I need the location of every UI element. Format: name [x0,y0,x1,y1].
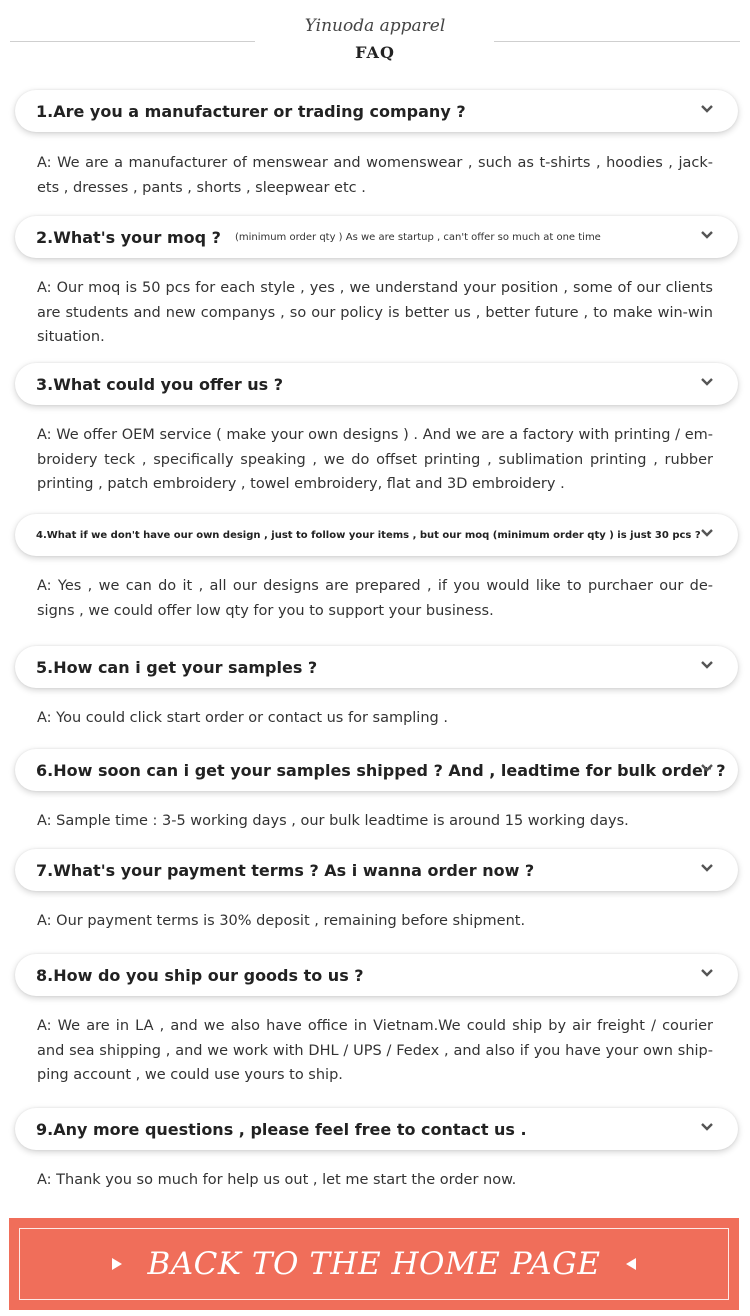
faq-question-5-text: 5.How can i get your samples ? [36,657,318,677]
faq-question-1[interactable] [15,90,738,132]
triangle-left-icon [625,1257,637,1271]
faq-question-7[interactable] [15,849,738,891]
faq-question-6[interactable] [15,749,738,791]
back-to-home-button[interactable] [19,1228,729,1300]
chevron-down-icon [700,103,714,115]
faq-question-7-text: 7.What's your payment terms ? As i wanna order now ? [36,860,535,880]
brand-name: Yinuoda apparel [304,16,446,36]
back-to-home-label: BACK TO THE HOME PAGE [147,1246,601,1282]
chevron-down-icon [700,376,714,388]
faq-question-9[interactable] [15,1108,738,1150]
back-to-home-banner [9,1218,739,1310]
faq-answer-7: A: Our payment terms is 30% deposit , remaining before shipment. [37,913,526,929]
chevron-down-icon [700,659,714,671]
header-divider-left [10,41,255,42]
faq-answer-9: A: Thank you so much for help us out , let me start the order now. [37,1172,517,1188]
faq-answer-2: A: Our moq is 50 pcs for each style , yes , we understand your position , some of our clients are students and new companys , so our policy is better us , better future , to make win-win situation. [37,280,713,345]
page-title: FAQ [355,43,395,62]
faq-question-1-text: 1.Are you a manufacturer or trading company ? [36,101,466,121]
faq-answer-3: A: We offer OEM service ( make your own designs ) . And we are a factory with printing / em- broidery teck , specifically speaking , we do offset printing , sublimation printing , rubber printing , patch embroidery , towel embroidery, flat and 3D embroidery . [37,427,713,492]
header-divider-right [494,41,740,42]
faq-question-4[interactable] [15,514,738,556]
chevron-down-icon [700,762,714,774]
faq-question-2[interactable] [15,216,738,258]
faq-question-2-text: 2.What's your moq ? [36,227,221,247]
faq-question-2-note: (minimum order qty ) As we are startup , can't offer so much at one time [234,231,601,243]
faq-question-9-text: 9.Any more questions , please feel free to contact us . [36,1119,527,1139]
faq-answer-1: A: We are a manufacturer of menswear and womenswear , such as t-shirts , hoodies , jack- ets , dresses , pants , shorts , sleepwear etc . [37,155,713,196]
faq-question-6-text: 6.How soon can i get your samples shipped ? And , leadtime for bulk order ? [36,760,726,780]
faq-question-4-text: 4.What if we don't have our own design , just to follow your items , but our moq (minimum order qty ) is just 30 pcs ? [36,529,701,541]
faq-question-8[interactable] [15,954,738,996]
chevron-down-icon [700,229,714,241]
triangle-right-icon [111,1257,123,1271]
chevron-down-icon [700,862,714,874]
chevron-down-icon [700,1121,714,1133]
faq-answer-4: A: Yes , we can do it , all our designs are prepared , if you would like to purchaer our de- signs , we could offer low qty for you to support your business. [37,578,713,619]
chevron-down-icon [700,967,714,979]
faq-answer-5: A: You could click start order or contact us for sampling . [37,710,448,726]
faq-question-5[interactable] [15,646,738,688]
faq-question-3[interactable] [15,363,738,405]
faq-question-3-text: 3.What could you offer us ? [36,374,284,394]
chevron-down-icon [700,527,714,539]
faq-answer-8: A: We are in LA , and we also have office in Vietnam.We could ship by air freight / courier and sea shipping , and we work with DHL / UPS / Fedex , and also if you have your own ship- ping account , we could use yours to ship. [37,1018,713,1083]
page-header [0,0,750,80]
faq-question-8-text: 8.How do you ship our goods to us ? [36,965,364,985]
faq-answer-6: A: Sample time : 3-5 working days , our bulk leadtime is around 15 working days. [37,813,629,829]
